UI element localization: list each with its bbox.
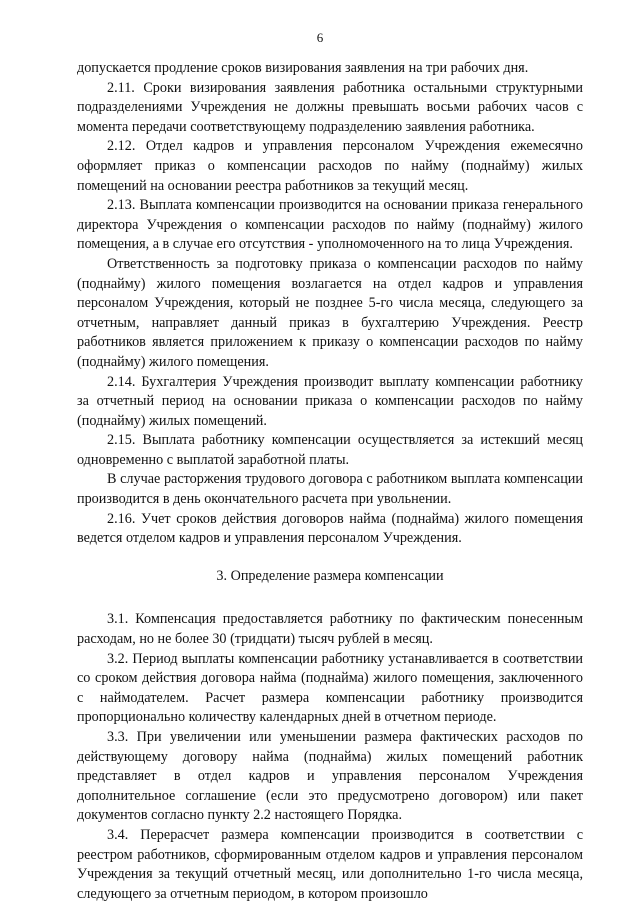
- paragraph: допускается продление сроков визирования заявления на три рабочих дня.: [77, 60, 529, 76]
- paragraph: 2.15. Выплата работнику компенсации осуществляется за истекший месяц одновременно с выплатой заработной платы.: [77, 432, 583, 468]
- paragraph: 2.14. Бухгалтерия Учреждения производит выплату компенсации работнику за отчетный период на основании приказа о компенсации расходов по найму (поднайму) жилых помещений.: [77, 373, 583, 429]
- paragraphs-after-section: [77, 610, 583, 904]
- page-number: 6: [316, 30, 324, 45]
- paragraph: 2.12. Отдел кадров и управления персоналом Учреждения ежемесячно оформляет приказ о компенсации расходов по найму (поднайму) жилых помещений на основании реестра работников за текущий месяц.: [77, 138, 583, 194]
- paragraph: 3.3. При увеличении или уменьшении размера фактических расходов по действующему договору найма (поднайма) жилых помещений работник представляет в отдел кадров и управления персоналом Учреждения дополнительное соглашение (если это предусмотрено договором) или пакет документов согласно пункту 2.2 настоящего Порядка.: [77, 729, 583, 824]
- paragraph: 3.1. Компенсация предоставляется работнику по фактическим понесенным расходам, но не более 30 (тридцати) тысяч рублей в месяц.: [77, 611, 583, 648]
- paragraph: 2.13. Выплата компенсации производится на основании приказа генерального директора Учреждения о компенсации расходов по найму (поднайму) жилого помещения, а в случае его отсутствия - уполномоченного на то лица Учреждения.: [77, 197, 583, 253]
- paragraph: 3.4. Перерасчет размера компенсации производится в соответствии с реестром работников, сформированным отделом кадров и управления персоналом Учреждения за текущий отчетный месяц, или дополнительно 1-го числа месяца, следующего за отчетным периодом, в котором произошло: [77, 826, 583, 902]
- paragraph: 2.16. Учет сроков действия договоров найма (поднайма) жилого помещения ведется отделом кадров и управления персоналом Учреждения.: [77, 510, 583, 547]
- paragraph: 3.2. Период выплаты компенсации работнику устанавливается в соответствии со сроком действия договора найма (поднайма) жилого помещения, заключенного с наймодателем. Расчет размера компенсации работнику производится пропорционально количеству календарных дней в отчетном периоде.: [77, 650, 583, 726]
- section-heading: 3. Определение размера компенсации: [216, 567, 444, 584]
- paragraph: В случае расторжения трудового договора с работником выплата компенсации производится в день окончательного расчета при увольнении.: [77, 471, 583, 508]
- document-body: [77, 59, 583, 904]
- paragraphs-before-section: [77, 59, 583, 549]
- paragraph: Ответственность за подготовку приказа о компенсации расходов по найму (поднайму) жилого помещения возлагается на отдел кадров и управления персоналом Учреждения, который не позднее 5-го числа месяца, следующего за отчетным, направляет данный приказ в бухгалтерию Учреждения. Реестр работников является приложением к приказу о компенсации расходов по найму (поднайму) жилого помещения.: [77, 255, 583, 370]
- paragraph: 2.11. Сроки визирования заявления работника остальными структурными подразделениями Учреждения не должны превышать восьми рабочих часов с момента передачи соответствующему подразделению заявления работника.: [77, 79, 583, 135]
